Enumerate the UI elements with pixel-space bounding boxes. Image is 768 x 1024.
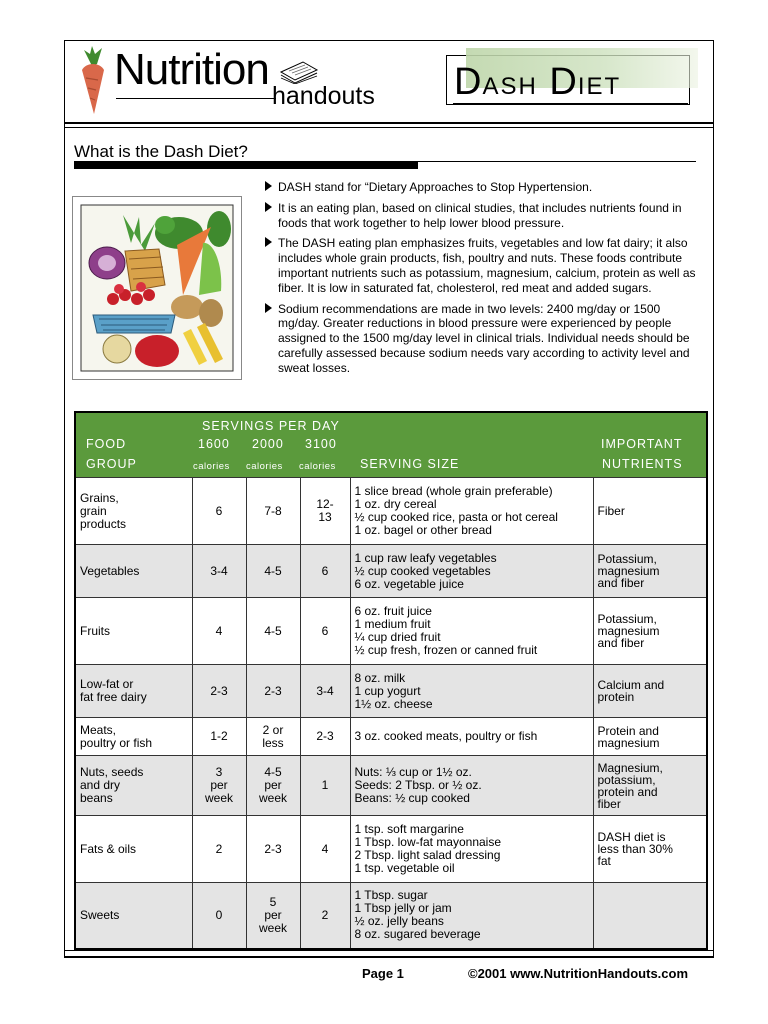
cell-line: 5: [269, 894, 277, 909]
brand-subtitle: handouts: [272, 82, 375, 110]
carrot-logo-icon: [74, 44, 112, 116]
cell-line: 3-4: [210, 563, 228, 578]
table-row: [75, 665, 707, 718]
servings-2000-cell: [246, 665, 300, 718]
servings-1600-cell: [192, 545, 246, 598]
servings-1600-cell: [192, 756, 246, 816]
vegetables-illustration: [72, 196, 242, 380]
cell-line: 0: [215, 907, 223, 922]
servings-1600-cell: [192, 816, 246, 883]
cell-line: ¼ cup dried fruit: [354, 630, 441, 644]
cell-line: Fruits: [80, 623, 110, 638]
servings-3100-cell: [300, 816, 350, 883]
cell-line: ½ cup cooked vegetables: [354, 563, 491, 578]
cell-line: 2-3: [210, 683, 228, 698]
cell-line: 4: [321, 841, 329, 856]
section-heading: What is the Dash Diet?: [74, 142, 248, 161]
table-row: [75, 545, 707, 598]
bullet-item: Sodium recommendations are made in two levels: 2400 mg/day or 1500 mg/day. Greater reductions in blood pressure were experienced by people assigned to the 1500 mg/day level in clinical trials. Individual needs should be carefully assessed because sodium needs vary according to activity level and sweat losses.: [264, 302, 696, 376]
cell-line: 1½ oz. cheese: [354, 696, 433, 711]
cell-line: and dry: [80, 778, 121, 792]
badge-underline: [453, 103, 688, 105]
table-row: [75, 718, 707, 756]
nutrients-cell: [593, 665, 707, 718]
cell-line: Magnesium,: [597, 760, 663, 775]
header-divider: [64, 122, 714, 124]
cell-line: protein: [597, 690, 635, 704]
nutrients-cell: [593, 718, 707, 756]
cell-line: 1-2: [210, 729, 228, 743]
copyright-text: ©2001 www.NutritionHandouts.com: [468, 966, 689, 981]
servings-2000-cell: [246, 756, 300, 816]
serving-size-cell: [350, 718, 593, 756]
cell-line: Calcium and: [597, 678, 665, 692]
cell-line: ½ oz. jelly beans: [354, 914, 444, 929]
calories-label: calories: [193, 461, 230, 472]
nutrients-cell: [593, 756, 707, 816]
servings-2000-cell: [246, 718, 300, 756]
servings-1600-cell: [192, 718, 246, 756]
nutrients-cell: [593, 545, 707, 598]
cell-line: 1 medium fruit: [354, 617, 431, 631]
cell-line: 2-3: [264, 841, 282, 856]
cell-line: and fiber: [597, 636, 645, 650]
servings-2000-cell: [246, 545, 300, 598]
cell-line: Vegetables: [80, 563, 140, 578]
cell-line: poultry or fish: [80, 735, 153, 750]
serving-size-cell: [350, 816, 593, 883]
cell-line: 2 or: [262, 722, 284, 737]
cell-line: potassium,: [597, 772, 656, 787]
cell-line: magnesium: [597, 735, 660, 750]
cell-line: 2-3: [316, 729, 334, 743]
servings-1600-cell: [192, 883, 246, 949]
nutrients-label: NUTRIENTS: [602, 457, 683, 471]
cell-line: DASH diet is: [597, 830, 666, 844]
header-divider-thin: [64, 127, 714, 128]
nutrients-cell: [593, 598, 707, 665]
nutrients-cell: [593, 883, 707, 949]
food-group-cell: [75, 883, 192, 949]
cell-line: 3: [215, 765, 223, 779]
cell-line: 1 oz. dry cereal: [354, 497, 437, 511]
table-row: [75, 756, 707, 816]
servings-1600-cell: [192, 598, 246, 665]
table-row: [75, 816, 707, 883]
cal2-label: 2000: [252, 437, 284, 451]
cell-line: 6: [215, 503, 223, 518]
servings-2000-cell: [246, 816, 300, 883]
cell-line: Sweets: [80, 907, 120, 922]
cell-line: 4-5: [264, 765, 282, 779]
cell-line: 8 oz. sugared beverage: [354, 927, 481, 942]
vegetables-basket-icon: [79, 203, 235, 373]
cell-line: 7-8: [264, 503, 282, 518]
cell-line: and fiber: [597, 576, 645, 590]
cell-line: Nuts, seeds: [80, 765, 144, 779]
dash-servings-table: [74, 411, 708, 950]
food-group-cell: [75, 665, 192, 718]
cell-line: 1 Tbsp. low-fat mayonnaise: [354, 835, 502, 849]
cell-line: 12-: [316, 497, 334, 511]
cell-line: per: [264, 778, 282, 792]
table-row: [75, 478, 707, 545]
cell-line: Nuts: ⅓ cup or 1½ oz.: [354, 765, 472, 779]
food-group-cell: [75, 478, 192, 545]
servings-2000-cell: [246, 883, 300, 949]
food-label: FOOD: [86, 437, 127, 451]
bullet-arrow-icon: [265, 237, 272, 247]
food-group-cell: [75, 816, 192, 883]
bullet-item: DASH stand for “Dietary Approaches to Stop Hypertension.: [264, 180, 696, 195]
cell-line: fat free dairy: [80, 690, 147, 704]
cell-line: 13: [318, 510, 332, 524]
cell-line: 2: [215, 841, 223, 856]
group-label: GROUP: [86, 457, 137, 471]
cell-line: less: [262, 735, 284, 750]
page-number: Page 1: [362, 966, 404, 981]
cell-line: 6 oz. vegetable juice: [354, 576, 464, 591]
cell-line: 4-5: [264, 623, 282, 638]
servings-1600-cell: [192, 478, 246, 545]
cell-line: 1 slice bread (whole grain preferable): [354, 484, 553, 498]
serving-size-cell: [350, 883, 593, 949]
cell-line: Beans: ½ cup cooked: [354, 791, 470, 805]
bullet-item: The DASH eating plan emphasizes fruits, vegetables and low fat dairy; it also includes whole grain products, fish, poultry and nuts. These foods contribute important nutrients such as potassium, magnesium, calcium, protein as well as fiber. It is low in saturated fat, cholesterol, red meat and added sugars.: [264, 236, 696, 295]
cell-line: 1 oz. bagel or other bread: [354, 523, 492, 537]
table-row: [75, 598, 707, 665]
cell-line: per: [210, 778, 228, 792]
bullet-arrow-icon: [265, 181, 272, 191]
cal1-label: 1600: [198, 437, 230, 451]
servings-3100-cell: [300, 478, 350, 545]
serving-size-label: SERVING SIZE: [360, 457, 460, 471]
cell-line: beans: [80, 791, 113, 805]
nutrients-cell: [593, 816, 707, 883]
serving-size-cell: [350, 598, 593, 665]
bullet-arrow-icon: [265, 303, 272, 313]
cell-line: Low-fat or: [80, 677, 134, 691]
cell-line: week: [258, 920, 287, 935]
footer-divider: [64, 956, 714, 958]
cell-line: 2-3: [264, 683, 282, 698]
serving-size-cell: [350, 665, 593, 718]
cell-line: Grains,: [80, 490, 119, 505]
cell-line: grain: [80, 503, 107, 518]
important-label: IMPORTANT: [601, 437, 683, 451]
brand-title: Nutrition: [114, 45, 269, 94]
calories-label: calories: [299, 461, 336, 472]
cell-line: 3-4: [316, 683, 334, 698]
cell-line: 1 cup yogurt: [354, 683, 421, 698]
serving-size-cell: [350, 545, 593, 598]
cell-line: Seeds: 2 Tbsp. or ½ oz.: [354, 778, 482, 792]
cell-line: products: [80, 516, 127, 531]
cal3-label: 3100: [305, 437, 337, 451]
cell-line: 6: [321, 563, 329, 578]
cell-line: magnesium: [597, 564, 660, 578]
cell-line: ½ cup fresh, frozen or canned fruit: [354, 643, 538, 657]
cell-line: 6 oz. fruit juice: [354, 604, 432, 618]
cell-line: week: [258, 791, 287, 805]
cell-line: 6: [321, 623, 329, 638]
cell-line: 8 oz. milk: [354, 670, 406, 685]
table-header: [75, 412, 707, 478]
food-group-cell: [75, 598, 192, 665]
food-group-cell: [75, 756, 192, 816]
servings-2000-cell: [246, 478, 300, 545]
table-row: [75, 883, 707, 949]
footer-divider-thin: [64, 950, 714, 951]
serving-size-cell: [350, 756, 593, 816]
cell-line: Potassium,: [597, 612, 657, 626]
servings-per-day-label: SERVINGS PER DAY: [202, 419, 340, 433]
cell-line: week: [204, 791, 233, 805]
cell-line: 1 Tbsp jelly or jam: [354, 901, 452, 916]
servings-3100-cell: [300, 545, 350, 598]
cell-line: fiber: [597, 796, 621, 811]
dash-diet-title: DASH DIET: [454, 61, 622, 103]
cell-line: Meats,: [80, 722, 117, 737]
servings-3100-cell: [300, 718, 350, 756]
serving-size-cell: [350, 478, 593, 545]
servings-2000-cell: [246, 598, 300, 665]
section-bar: [74, 161, 418, 169]
cell-line: Fats & oils: [80, 841, 137, 856]
table-header-row: [75, 412, 707, 478]
servings-3100-cell: [300, 883, 350, 949]
cell-line: 1 Tbsp. sugar: [354, 888, 428, 903]
bullet-arrow-icon: [265, 202, 272, 212]
cell-line: magnesium: [597, 624, 660, 638]
nutrients-cell: [593, 478, 707, 545]
cell-line: per: [264, 907, 282, 922]
cell-line: less than 30%: [597, 842, 673, 856]
cell-line: fat: [597, 854, 611, 868]
cell-line: 1: [321, 778, 329, 792]
papers-icon: [277, 58, 321, 84]
cell-line: 2: [321, 907, 329, 922]
cell-line: 1 tsp. soft margarine: [354, 822, 464, 836]
cell-line: 1 cup raw leafy vegetables: [354, 550, 497, 565]
bullet-item: It is an eating plan, based on clinical studies, that includes nutrients found in foods that work together to help lower blood pressure.: [264, 201, 696, 231]
cell-line: 4: [215, 623, 223, 638]
calories-label: calories: [246, 461, 283, 472]
servings-1600-cell: [192, 665, 246, 718]
servings-3100-cell: [300, 756, 350, 816]
cell-line: 3 oz. cooked meats, poultry or fish: [354, 729, 538, 743]
brand-underline: [116, 98, 276, 99]
bullet-list: [264, 180, 696, 382]
cell-line: Protein and: [597, 723, 659, 738]
cell-line: protein and: [597, 784, 658, 799]
food-group-cell: [75, 718, 192, 756]
cell-line: 4-5: [264, 563, 282, 578]
cell-line: 2 Tbsp. light salad dressing: [354, 848, 501, 862]
servings-3100-cell: [300, 598, 350, 665]
cell-line: ½ cup cooked rice, pasta or hot cereal: [354, 510, 558, 524]
cell-line: 1 tsp. vegetable oil: [354, 861, 455, 875]
food-group-cell: [75, 545, 192, 598]
servings-3100-cell: [300, 665, 350, 718]
cell-line: Potassium,: [597, 552, 657, 566]
cell-line: Fiber: [597, 504, 625, 518]
